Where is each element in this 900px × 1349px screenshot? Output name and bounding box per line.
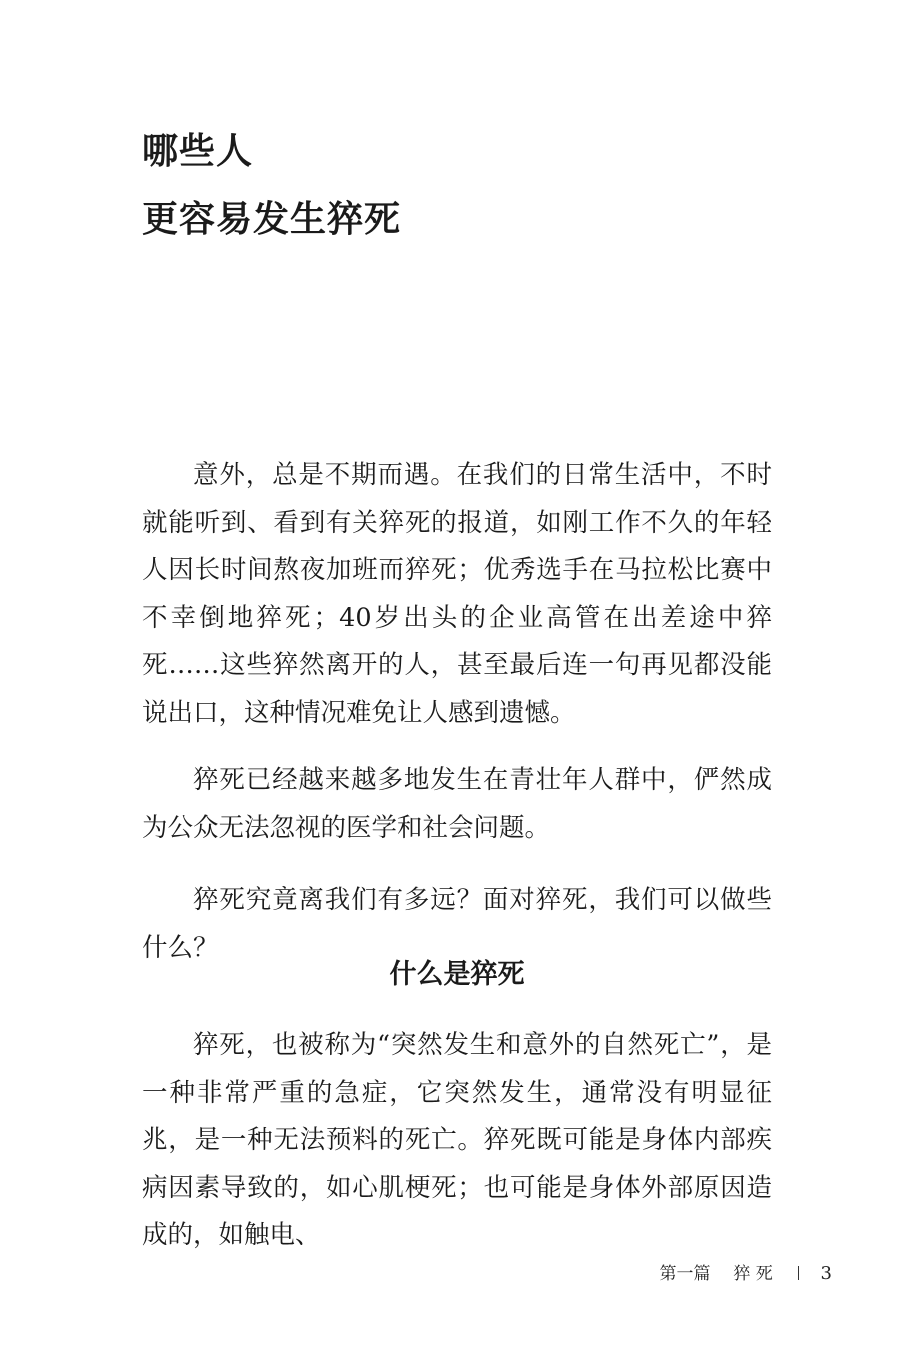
footer-divider — [798, 1266, 799, 1280]
section-paragraph: 猝死，也被称为“突然发生和意外的自然死亡”，是一种非常严重的急症，它突然发生，通常没有明显征兆，是一种无法预料的死亡。猝死既可能是身体内部疾病因素导致的，如心肌梗死；也可能是身体外部原因造成的，如触电、 — [142, 1030, 772, 1250]
section-heading: 什么是猝死 — [389, 959, 525, 990]
section-paragraph-block — [142, 1022, 772, 1260]
chapter-title-line-2: 更容易发生猝死 — [142, 199, 402, 240]
intro-paragraph-2: 猝死已经越来越多地发生在青壮年人群中，俨然成为公众无法忽视的医学和社会问题。 — [142, 765, 772, 843]
running-footer — [660, 1262, 832, 1286]
chapter-title — [142, 118, 401, 254]
chapter-title-line-1: 哪些人 — [142, 131, 254, 172]
intro-paragraph-3: 猝死究竟离我们有多远？面对猝死，我们可以做些什么？ — [142, 885, 772, 963]
page-number: 3 — [820, 1263, 832, 1284]
footer-part-title: 猝 死 — [733, 1264, 773, 1284]
footer-part-label: 第一篇 — [659, 1264, 711, 1284]
intro-paragraph-2-block — [142, 757, 772, 852]
intro-paragraph-1-block — [142, 452, 772, 737]
intro-paragraph-1: 意外，总是不期而遇。在我们的日常生活中，不时就能听到、看到有关猝死的报道，如刚工作不久的年轻人因长时间熬夜加班而猝死；优秀选手在马拉松比赛中不幸倒地猝死；40岁出头的企业高管在出差途中猝死……这些猝然离开的人，甚至最后连一句再见都没能说出口，这种情况难免让人感到遗憾。 — [142, 460, 772, 728]
